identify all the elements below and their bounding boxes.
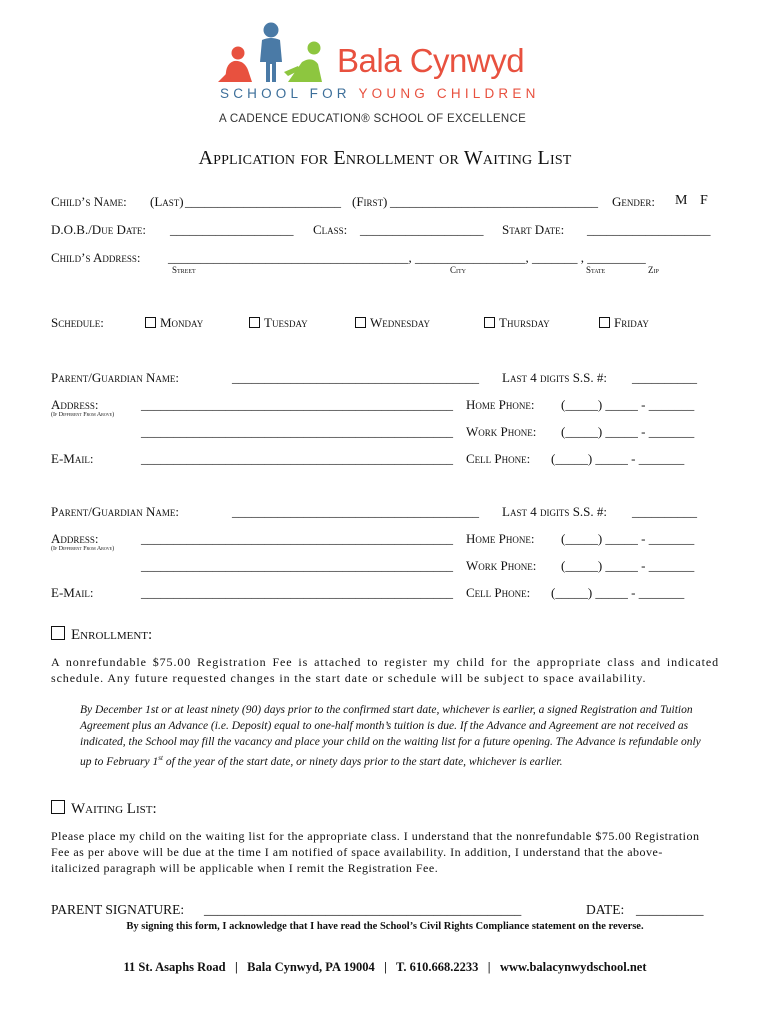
ss-field[interactable]: __________ <box>632 370 697 385</box>
email-label: E-Mail: <box>51 451 94 466</box>
home-phone-field[interactable]: (_____) _____ - _______ <box>561 397 695 412</box>
home-phone-label: Home Phone: <box>466 531 535 546</box>
work-phone-field[interactable]: (_____) _____ - _______ <box>561 558 695 573</box>
start-date-label: Start Date: <box>502 222 565 237</box>
address-note: (If Different From Above) <box>51 546 115 552</box>
start-date-field[interactable]: ___________________ <box>587 222 711 237</box>
enrollment-checkbox[interactable] <box>51 626 152 644</box>
checkbox-icon <box>484 317 495 328</box>
cell-phone-field[interactable]: (_____) _____ - _______ <box>551 451 685 466</box>
checkbox-icon <box>355 317 366 328</box>
home-phone-field[interactable]: (_____) _____ - _______ <box>561 531 695 546</box>
work-phone-field[interactable]: (_____) _____ - _______ <box>561 424 695 439</box>
footer-city: Bala Cynwyd, PA 19004 <box>247 960 375 974</box>
child-address-field[interactable]: _____________________________________, _________________, _______ , _________ <box>168 250 646 265</box>
ss-label: Last 4 digits S.S. #: <box>502 504 608 519</box>
dob-field[interactable]: ___________________ <box>170 222 294 237</box>
ss-label: Last 4 digits S.S. #: <box>502 370 608 385</box>
street-sublabel: Street <box>172 265 196 275</box>
guardian-name-label: Parent/Guardian Name: <box>51 504 179 519</box>
address-note: (If Different From Above) <box>51 412 115 418</box>
dob-label: D.O.B./Due Date: <box>51 222 146 237</box>
date-field[interactable]: __________ <box>636 902 704 917</box>
first-name-label: (First) <box>352 194 388 209</box>
address-field-line2[interactable]: ________________________________________________ <box>141 558 453 573</box>
signature-acknowledgement: By signing this form, I acknowledge that I have read the School’s Civil Rights Compliance statement on the reverse. <box>126 921 644 932</box>
address-field-line2[interactable]: ________________________________________________ <box>141 424 453 439</box>
state-sublabel: State <box>586 265 606 275</box>
home-phone-label: Home Phone: <box>466 397 535 412</box>
schedule-thursday-checkbox[interactable]: Thursday <box>484 315 550 331</box>
class-field[interactable]: ___________________ <box>360 222 484 237</box>
child-address-label: Child’s Address: <box>51 250 141 265</box>
email-field[interactable]: ________________________________________________ <box>141 585 453 600</box>
footer-address: 11 St. Asaphs Road <box>123 960 226 974</box>
address-label: Address: <box>51 531 99 546</box>
enrollment-italic-note: By December 1st or at least ninety (90) days prior to the confirmed start date, whichever is earlier, a signed Registration and Tuition Agreement plus an Advance (i.e. Deposit) equal to one-half month’s tuition is due. If the Advance and Agreement are not received as indicated, the School may fill the vacancy and place your child on the waiting list for a future opening. The Advance is refundable only up to February 1st of the year of the start date, or ninety days prior to the start date, whichever is earlier. <box>80 704 701 768</box>
email-field[interactable]: ________________________________________________ <box>141 451 453 466</box>
city-sublabel: City <box>450 265 466 275</box>
schedule-tuesday-checkbox[interactable]: Tuesday <box>249 315 308 331</box>
child-name-label: Child’s Name: <box>51 194 127 209</box>
signature-field[interactable]: _______________________________________________ <box>204 902 522 917</box>
logo-school-name: Bala Cynwyd <box>337 42 525 79</box>
guardian-name-field[interactable]: ______________________________________ <box>232 504 479 519</box>
schedule-friday-checkbox[interactable]: Friday <box>599 315 649 331</box>
signature-label: PARENT SIGNATURE: <box>51 902 185 917</box>
work-phone-label: Work Phone: <box>466 424 537 439</box>
work-phone-label: Work Phone: <box>466 558 537 573</box>
cell-phone-label: Cell Phone: <box>466 585 531 600</box>
children-figures-logo-icon <box>218 20 338 88</box>
address-field-line1[interactable]: ________________________________________________ <box>141 531 453 546</box>
checkbox-icon <box>249 317 260 328</box>
schedule-wednesday-checkbox[interactable]: Wednesday <box>355 315 430 331</box>
email-label: E-Mail: <box>51 585 94 600</box>
cell-phone-field[interactable]: (_____) _____ - _______ <box>551 585 685 600</box>
waiting-list-checkbox[interactable] <box>51 800 157 818</box>
cell-phone-label: Cell Phone: <box>466 451 531 466</box>
gender-m-option[interactable]: M <box>675 193 688 208</box>
address-field-line1[interactable]: ________________________________________________ <box>141 397 453 412</box>
checkbox-icon <box>51 800 65 814</box>
ss-field[interactable]: __________ <box>632 504 697 519</box>
footer-website[interactable]: www.balacynwydschool.net <box>499 960 647 974</box>
address-label: Address: <box>51 397 99 412</box>
date-label: DATE: <box>586 902 625 917</box>
logo-tagline: SCHOOL FOR YOUNG CHILDREN <box>220 86 540 101</box>
checkbox-icon <box>51 626 65 640</box>
zip-sublabel: Zip <box>648 265 659 275</box>
footer-phone: T. 610.668.2233 <box>396 960 479 974</box>
first-name-field[interactable]: ________________________________ <box>390 194 598 209</box>
waiting-list-text: Please place my child on the waiting list for the appropriate class. I understand that the nonrefundable $75.00 Registration Fee as per above will be due at the time I am notified of space availability. In addition, I understand that the above-italicized paragraph will be applicable when I remit the Registration Fee. <box>51 829 700 875</box>
form-title: Application for Enrollment or Waiting List <box>198 147 572 169</box>
last-name-field[interactable]: ________________________ <box>185 194 341 209</box>
enrollment-text: A nonrefundable $75.00 Registration Fee is attached to register my child for the appropriate class and indicated schedule. Any future requested changes in the start date or schedule will be subject to space availability. <box>51 655 719 685</box>
waiting-list-heading: Waiting List: <box>71 801 157 817</box>
logo-subtitle: A CADENCE EDUCATION® SCHOOL OF EXCELLENCE <box>219 113 527 125</box>
last-name-label: (Last) <box>150 194 184 209</box>
checkbox-icon <box>599 317 610 328</box>
footer: 11 St. Asaphs Road | Bala Cynwyd, PA 19004 | T. 610.668.2233 | www.balacynwydschool.net <box>123 960 647 974</box>
class-label: Class: <box>313 222 348 237</box>
checkbox-icon <box>145 317 156 328</box>
guardian-name-field[interactable]: ______________________________________ <box>232 370 479 385</box>
guardian-name-label: Parent/Guardian Name: <box>51 370 179 385</box>
gender-f-option[interactable]: F <box>700 193 708 208</box>
enrollment-heading: Enrollment: <box>71 627 153 643</box>
gender-label: Gender: <box>612 194 655 209</box>
schedule-label: Schedule: <box>51 315 104 330</box>
schedule-monday-checkbox[interactable]: Monday <box>145 315 203 331</box>
